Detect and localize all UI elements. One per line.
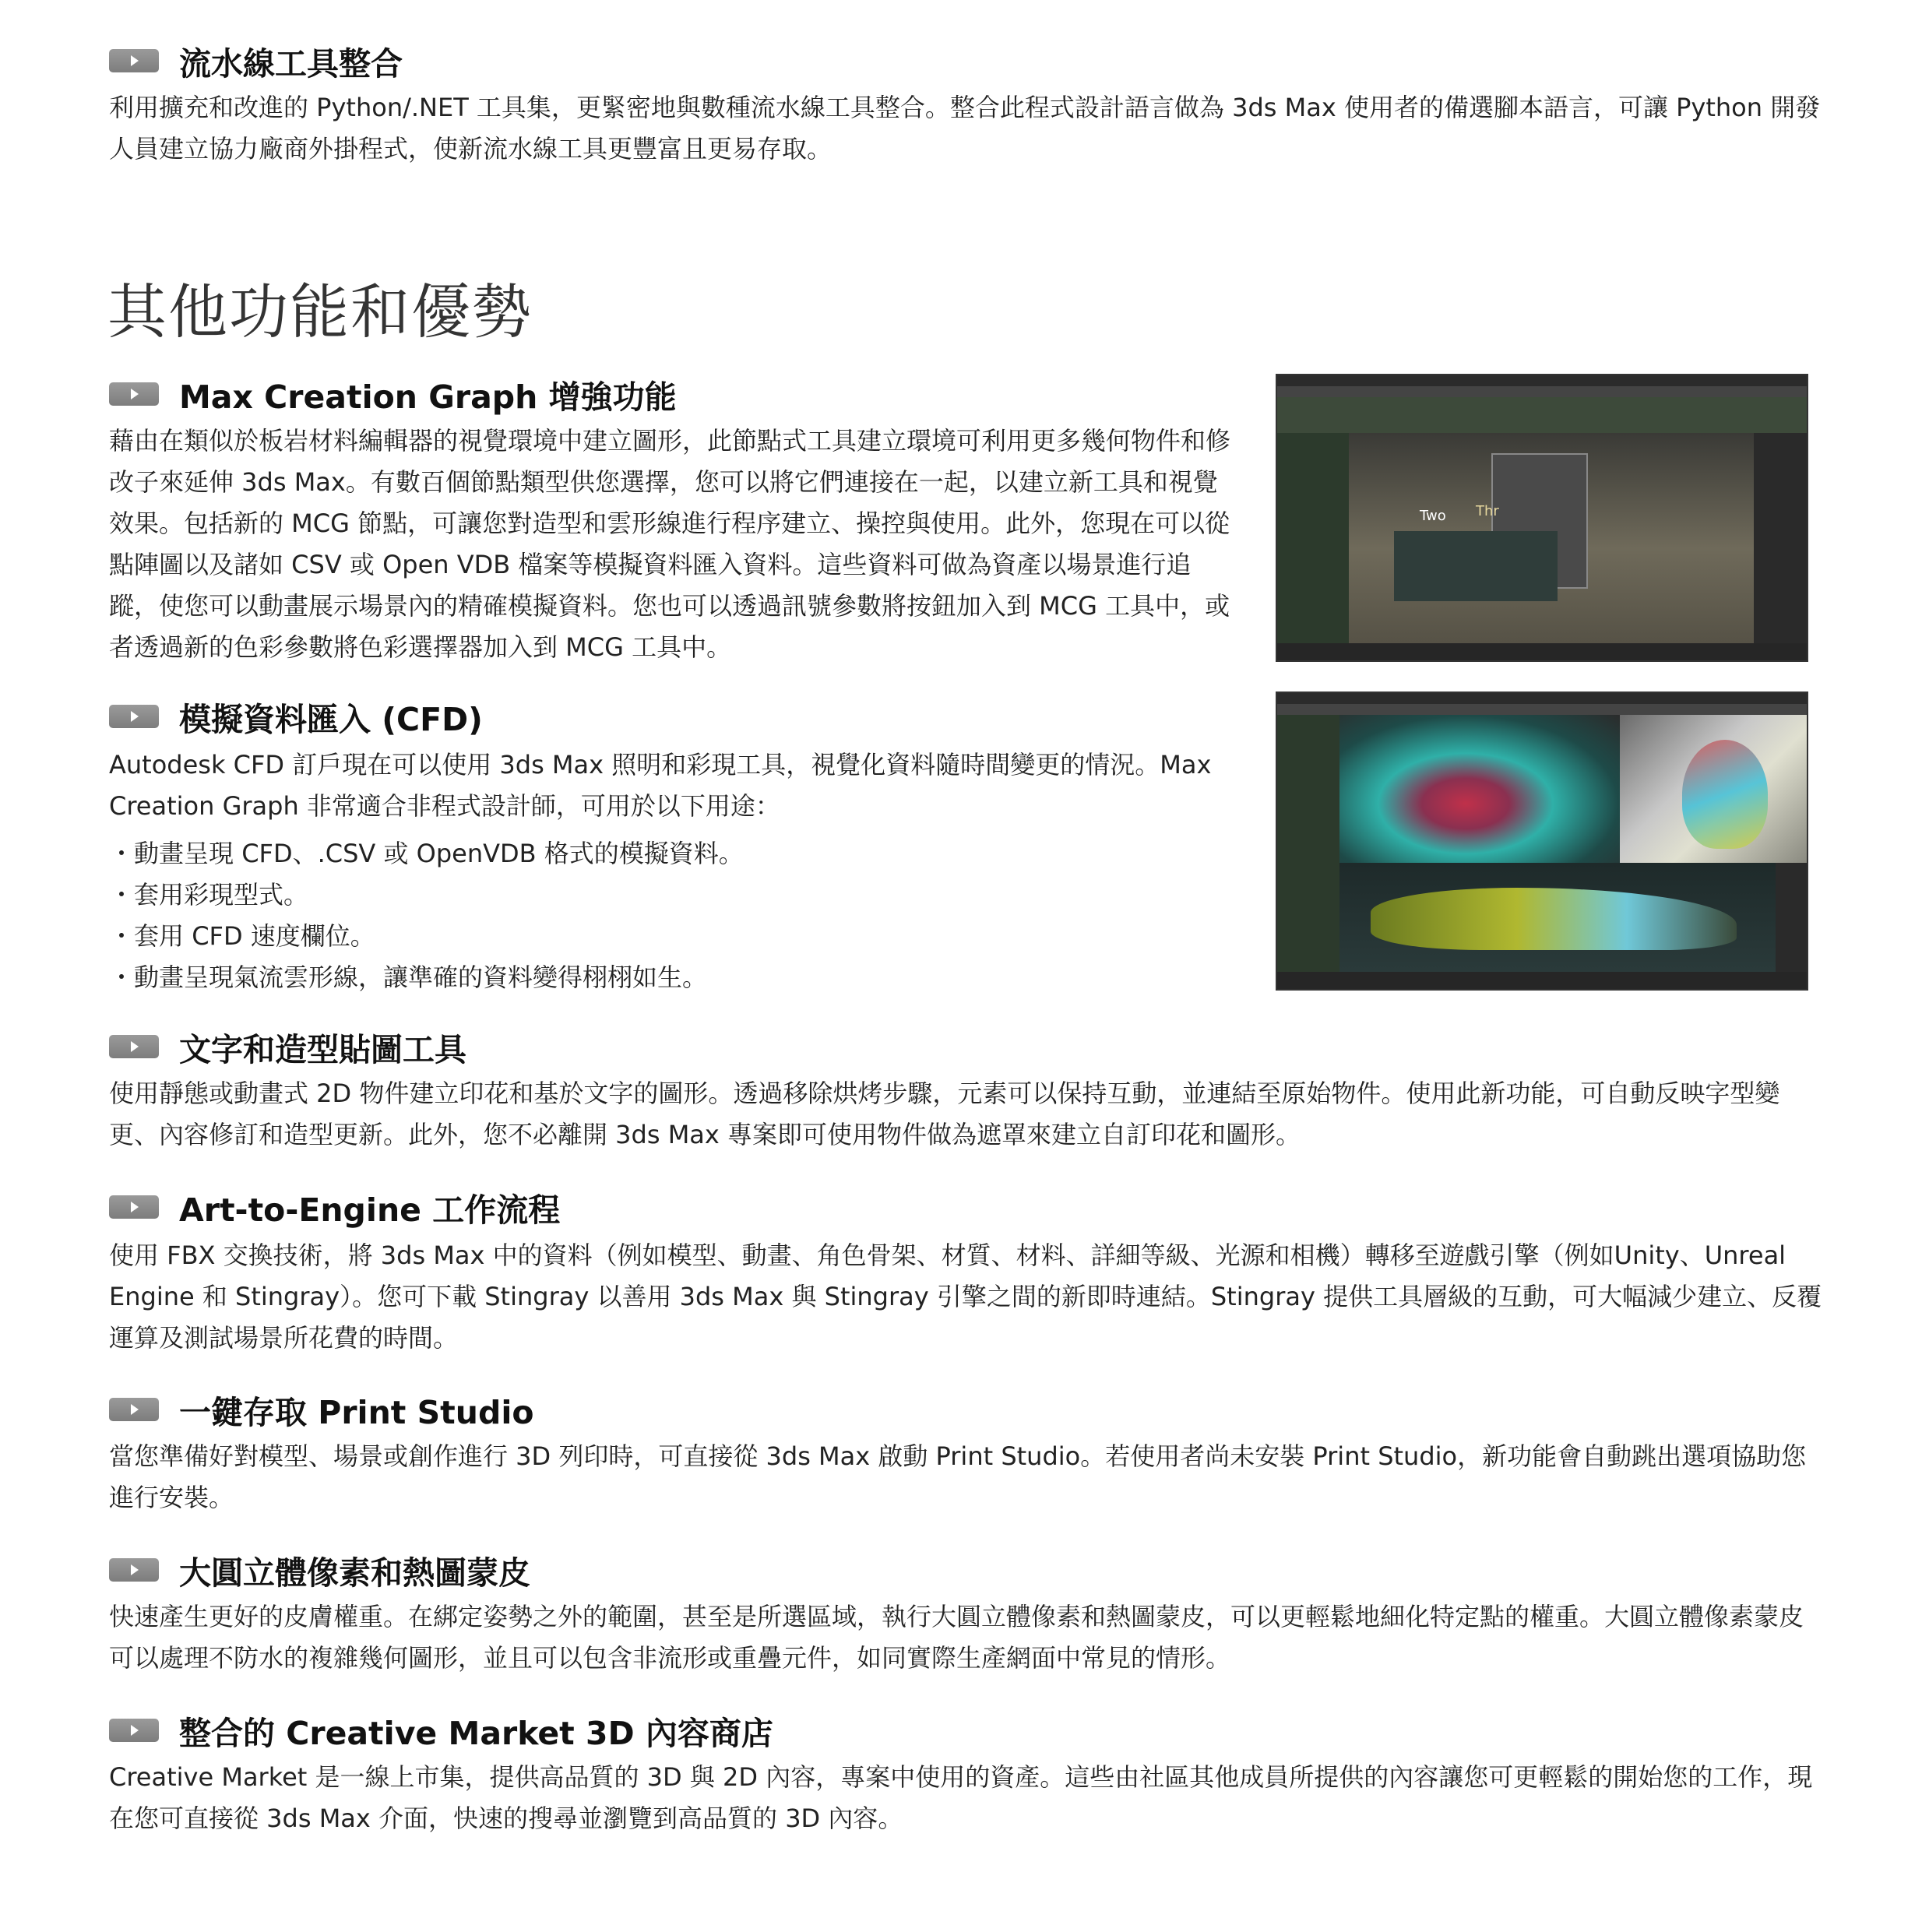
viewport-label: Two — [1420, 508, 1446, 524]
section-body-mcg: 藉由在類似於板岩材料編輯器的視覺環境中建立圖形，此節點式工具建立環境可利用更多幾何物件和修改子來延伸 3ds Max。有數百個節點類型供您選擇，您可以將它們連接在一起，以建立新工具和視覺效果。包括新的 MCG 節點，可讓您對造型和雲形線進行程序建立、操控與使用。此外，您現在可以從點陣圖以及諸如 CSV 或 Open VDB 檔案等模擬資料匯入資料。這些資料可做為資產以場景進行追蹤，使您可以動畫展示場景內的精確模擬資料。您也可以透過訊號參數將按鈕加入到 MCG 工具中，或者透過新的色彩參數將色彩選擇器加入到 MCG 工具中。 — [109, 426, 1231, 662]
arrow-badge-icon — [109, 49, 159, 72]
section-heading-pipeline — [109, 37, 403, 84]
section-title: 文字和造型貼圖工具 — [179, 1030, 466, 1068]
cfd-screenshot — [1276, 692, 1808, 991]
viewport-label: Thr — [1476, 503, 1499, 519]
list-item: ・ 動畫呈現氣流雲形線，讓準確的資料變得栩栩如生。 — [109, 957, 744, 998]
section-heading-voxel — [109, 1547, 530, 1593]
section-heading-market — [109, 1707, 773, 1754]
arrow-badge-icon — [109, 1035, 159, 1058]
arrow-badge-icon — [109, 382, 159, 406]
section-title: 模擬資料匯入 (CFD) — [179, 700, 483, 738]
list-item: ・ 套用彩現型式。 — [109, 875, 744, 916]
section-title: 大圓立體像素和熱圖蒙皮 — [179, 1554, 530, 1592]
list-item: ・ 套用 CFD 速度欄位。 — [109, 916, 744, 957]
section-heading-print-studio — [109, 1386, 534, 1433]
section-heading-cfd — [109, 693, 483, 740]
section-heading-art-engine — [109, 1184, 560, 1230]
section-body-market: Creative Market 是一線上市集，提供高品質的 3D 與 2D 內容，專案中使用的資產。這些由社區其他成員所提供的內容讓您可更輕鬆的開始您的工作，現在您可直接從 3ds Max 介面，快速的搜尋並瀏覽到高品質的 3D 內容。 — [109, 1762, 1813, 1833]
cfd-use-list — [109, 833, 744, 998]
page-title: 其他功能和優勢 — [107, 277, 533, 347]
section-body-print-studio: 當您準備好對模型、場景或創作進行 3D 列印時，可直接從 3ds Max 啟動 Print Studio。若使用者尚未安裝 Print Studio，新功能會自動跳出選項協助您進行安裝。 — [109, 1441, 1807, 1512]
arrow-badge-icon — [109, 1195, 159, 1219]
section-title: Max Creation Graph 增強功能 — [179, 378, 677, 416]
section-title: 流水線工具整合 — [179, 44, 403, 83]
arrow-badge-icon — [109, 1398, 159, 1421]
list-item: ・ 動畫呈現 CFD、.CSV 或 OpenVDB 格式的模擬資料。 — [109, 833, 744, 875]
section-title: 一鍵存取 Print Studio — [179, 1393, 534, 1431]
section-title: Art-to-Engine 工作流程 — [179, 1191, 561, 1229]
section-body-pipeline: 利用擴充和改進的 Python/.NET 工具集，更緊密地與數種流水線工具整合。整合此程式設計語言做為 3ds Max 使用者的備選腳本語言，可讓 Python 開發人員建立協力廠商外掛程式，使新流水線工具更豐富且更易存取。 — [109, 93, 1821, 164]
section-title: 整合的 Creative Market 3D 內容商店 — [179, 1714, 773, 1752]
arrow-badge-icon — [109, 1719, 159, 1742]
arrow-badge-icon — [109, 1558, 159, 1582]
mcg-screenshot — [1276, 374, 1808, 662]
section-body-text-shape: 使用靜態或動畫式 2D 物件建立印花和基於文字的圖形。透過移除烘烤步驟，元素可以保持互動，並連結至原始物件。使用此新功能，可自動反映字型變更、內容修訂和造型更新。此外，您不必離開 3ds Max 專案即可使用物件做為遮罩來建立自訂印花和圖形。 — [109, 1079, 1780, 1149]
section-body-voxel: 快速產生更好的皮膚權重。在綁定姿勢之外的範圍，甚至是所選區域，執行大圓立體像素和熱圖蒙皮，可以更輕鬆地細化特定點的權重。大圓立體像素蒙皮可以處理不防水的複雜幾何圖形，並且可以包含非流形或重疊元件，如同實際生產網面中常見的情形。 — [109, 1602, 1804, 1673]
section-heading-text-shape — [109, 1023, 466, 1070]
section-body-art-engine: 使用 FBX 交換技術，將 3ds Max 中的資料（例如模型、動畫、角色骨架、材質、材料、詳細等級、光源和相機）轉移至遊戲引擎（例如Unity、Unreal Engine 和 Stingray）。您可下載 Stingray 以善用 3ds Max 與 Stingray 引擎之間的新即時連結。Stingray 提供工具層級的互動，可大幅減少建立、反覆運算及測試場景所花費的時間。 — [109, 1240, 1822, 1353]
section-heading-mcg — [109, 371, 677, 417]
arrow-badge-icon — [109, 705, 159, 728]
section-body-cfd: Autodesk CFD 訂戶現在可以使用 3ds Max 照明和彩現工具，視覺化資料隨時間變更的情況。Max Creation Graph 非常適合非程式設計師，可用於以下用途： — [109, 750, 1212, 821]
